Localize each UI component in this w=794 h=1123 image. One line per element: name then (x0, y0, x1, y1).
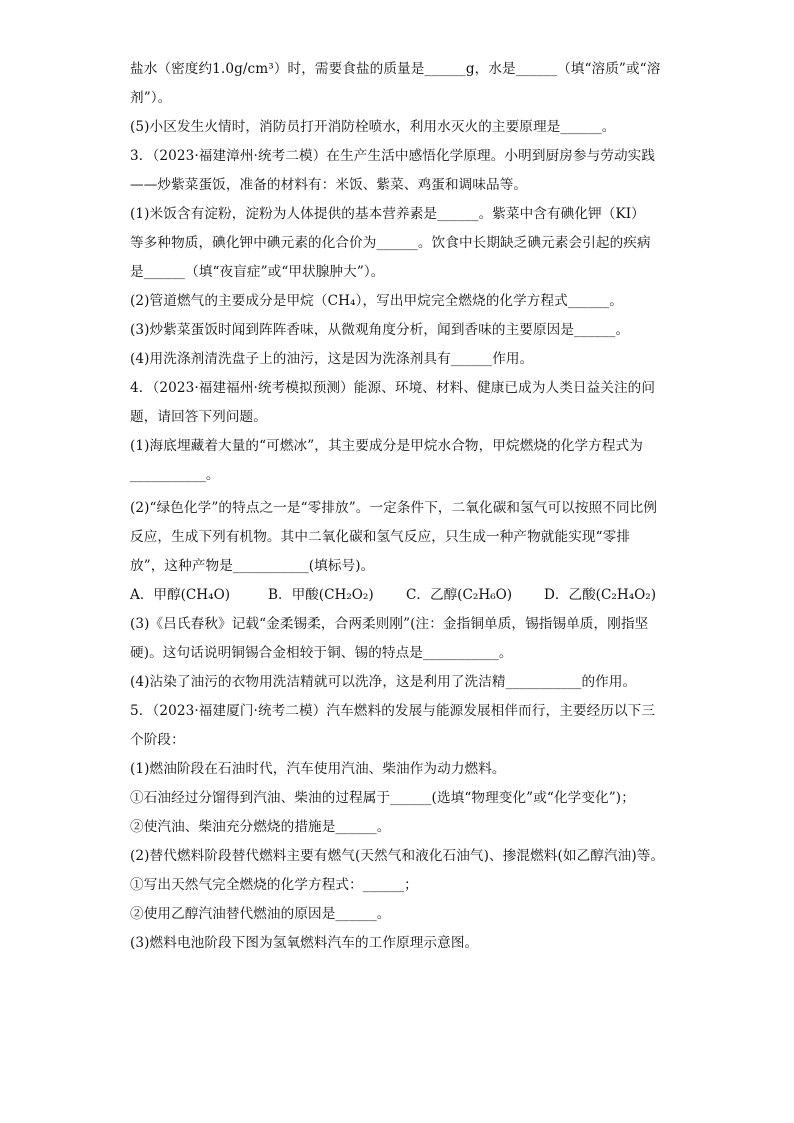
document-page (130, 60, 665, 963)
text-line: 是______（填“夜盲症”或“甲状腺肿大”）。 (130, 264, 385, 280)
text-line: 放”，这种产物是___________(填标号)。 (130, 558, 375, 574)
option-a: A．甲醇(CH₄O) (130, 587, 231, 603)
option-c: C．乙醇(C₂H₆O) (406, 587, 513, 603)
text-line: (2)替代燃料阶段替代燃料主要有燃气(天然气和液化石油气)、掺混燃料(如乙醇汽油)等。 (130, 848, 665, 864)
text-line: (3)炒紫菜蛋饭时闻到阵阵香味，从微观角度分析，闻到香味的主要原因是______。 (130, 322, 630, 338)
choice-options (130, 586, 665, 604)
text-line: (1)海底埋藏着大量的“可燃冰”，其主要成分是甲烷水合物，甲烷燃烧的化学方程式为 (130, 438, 643, 454)
text-line: ②使汽油、柴油充分燃烧的措施是______。 (130, 819, 391, 835)
text-line: 反应，生成下列有机物。其中二氧化碳和氢气反应，只生成一种产物就能实现“零排 (130, 529, 631, 545)
text-line: (2)管道燃气的主要成分是甲烷（CH₄），写出甲烷完全燃烧的化学方程式______。 (130, 293, 623, 309)
text-line: ——炒紫菜蛋饭，准备的材料有：米饭、紫菜、鸡蛋和调味品等。 (130, 177, 528, 193)
text-line: (3)《吕氏春秋》记载“金柔锡柔，合两柔则刚”(注：金指铜单质，锡指锡单质，刚指坚 (130, 616, 649, 632)
text-line: (1)燃油阶段在石油时代，汽车使用汽油、柴油作为动力燃料。 (130, 761, 506, 777)
text-line: 题，请回答下列问题。 (130, 409, 267, 425)
text-line: (2)“绿色化学”的特点之一是“零排放”。一定条件下，二氧化碳和氢气可以按照不同比例 (130, 500, 658, 516)
text-line: (4)用洗涤剂清洗盘子上的油污，这是因为洗涤剂具有______作用。 (130, 351, 534, 367)
answer-blank-line: ___________。 (130, 467, 220, 483)
text-line: 硬)。这句话说明铜锡合金相较于铜、锡的特点是___________。 (130, 645, 513, 661)
option-b: B．甲酸(CH₂O₂) (268, 587, 374, 603)
text-line: 等多种物质，碘化钾中碘元素的化合价为______。饮食中长期缺乏碘元素会引起的疾病 (130, 235, 651, 251)
text-line: 个阶段： (130, 732, 185, 748)
question-4-heading: 4．（2023·福建福州·统考模拟预测）能源、环境、材料、健康已成为人类日益关注的问 (130, 380, 656, 396)
text-line: ①写出天然气完全燃烧的化学方程式：______； (130, 877, 418, 893)
text-line: (1)米饭含有淀粉，淀粉为人体提供的基本营养素是______。紫菜中含有碘化钾（KI） (130, 206, 645, 222)
text-line: 剂”）。 (130, 90, 172, 106)
text-line: 盐水（密度约1.0g/cm³）时，需要食盐的质量是______g，水是______（填“溶质”或“溶 (130, 61, 661, 77)
text-line: ②使用乙醇汽油替代燃油的原因是______。 (130, 906, 391, 922)
question-3-heading: 3．（2023·福建漳州·统考二模）在生产生活中感悟化学原理。小明到厨房参与劳动实践 (130, 148, 656, 164)
text-line: (3)燃料电池阶段下图为氢氧燃料汽车的工作原理示意图。 (130, 935, 479, 951)
text-line: ①石油经过分馏得到汽油、柴油的过程属于______(选填“物理变化”或“化学变化”)； (130, 790, 635, 806)
text-line: (5)小区发生火情时，消防员打开消防栓喷水，利用水灭火的主要原理是______。 (130, 119, 616, 135)
question-5-heading: 5．（2023·福建厦门·统考二模）汽车燃料的发展与能源发展相伴而行，主要经历以下三 (130, 703, 656, 719)
text-line: (4)沾染了油污的衣物用洗洁精就可以洗净，这是利用了洗洁精___________的作用。 (130, 674, 637, 690)
option-d: D．乙酸(C₂H₄O₂) (544, 587, 657, 603)
